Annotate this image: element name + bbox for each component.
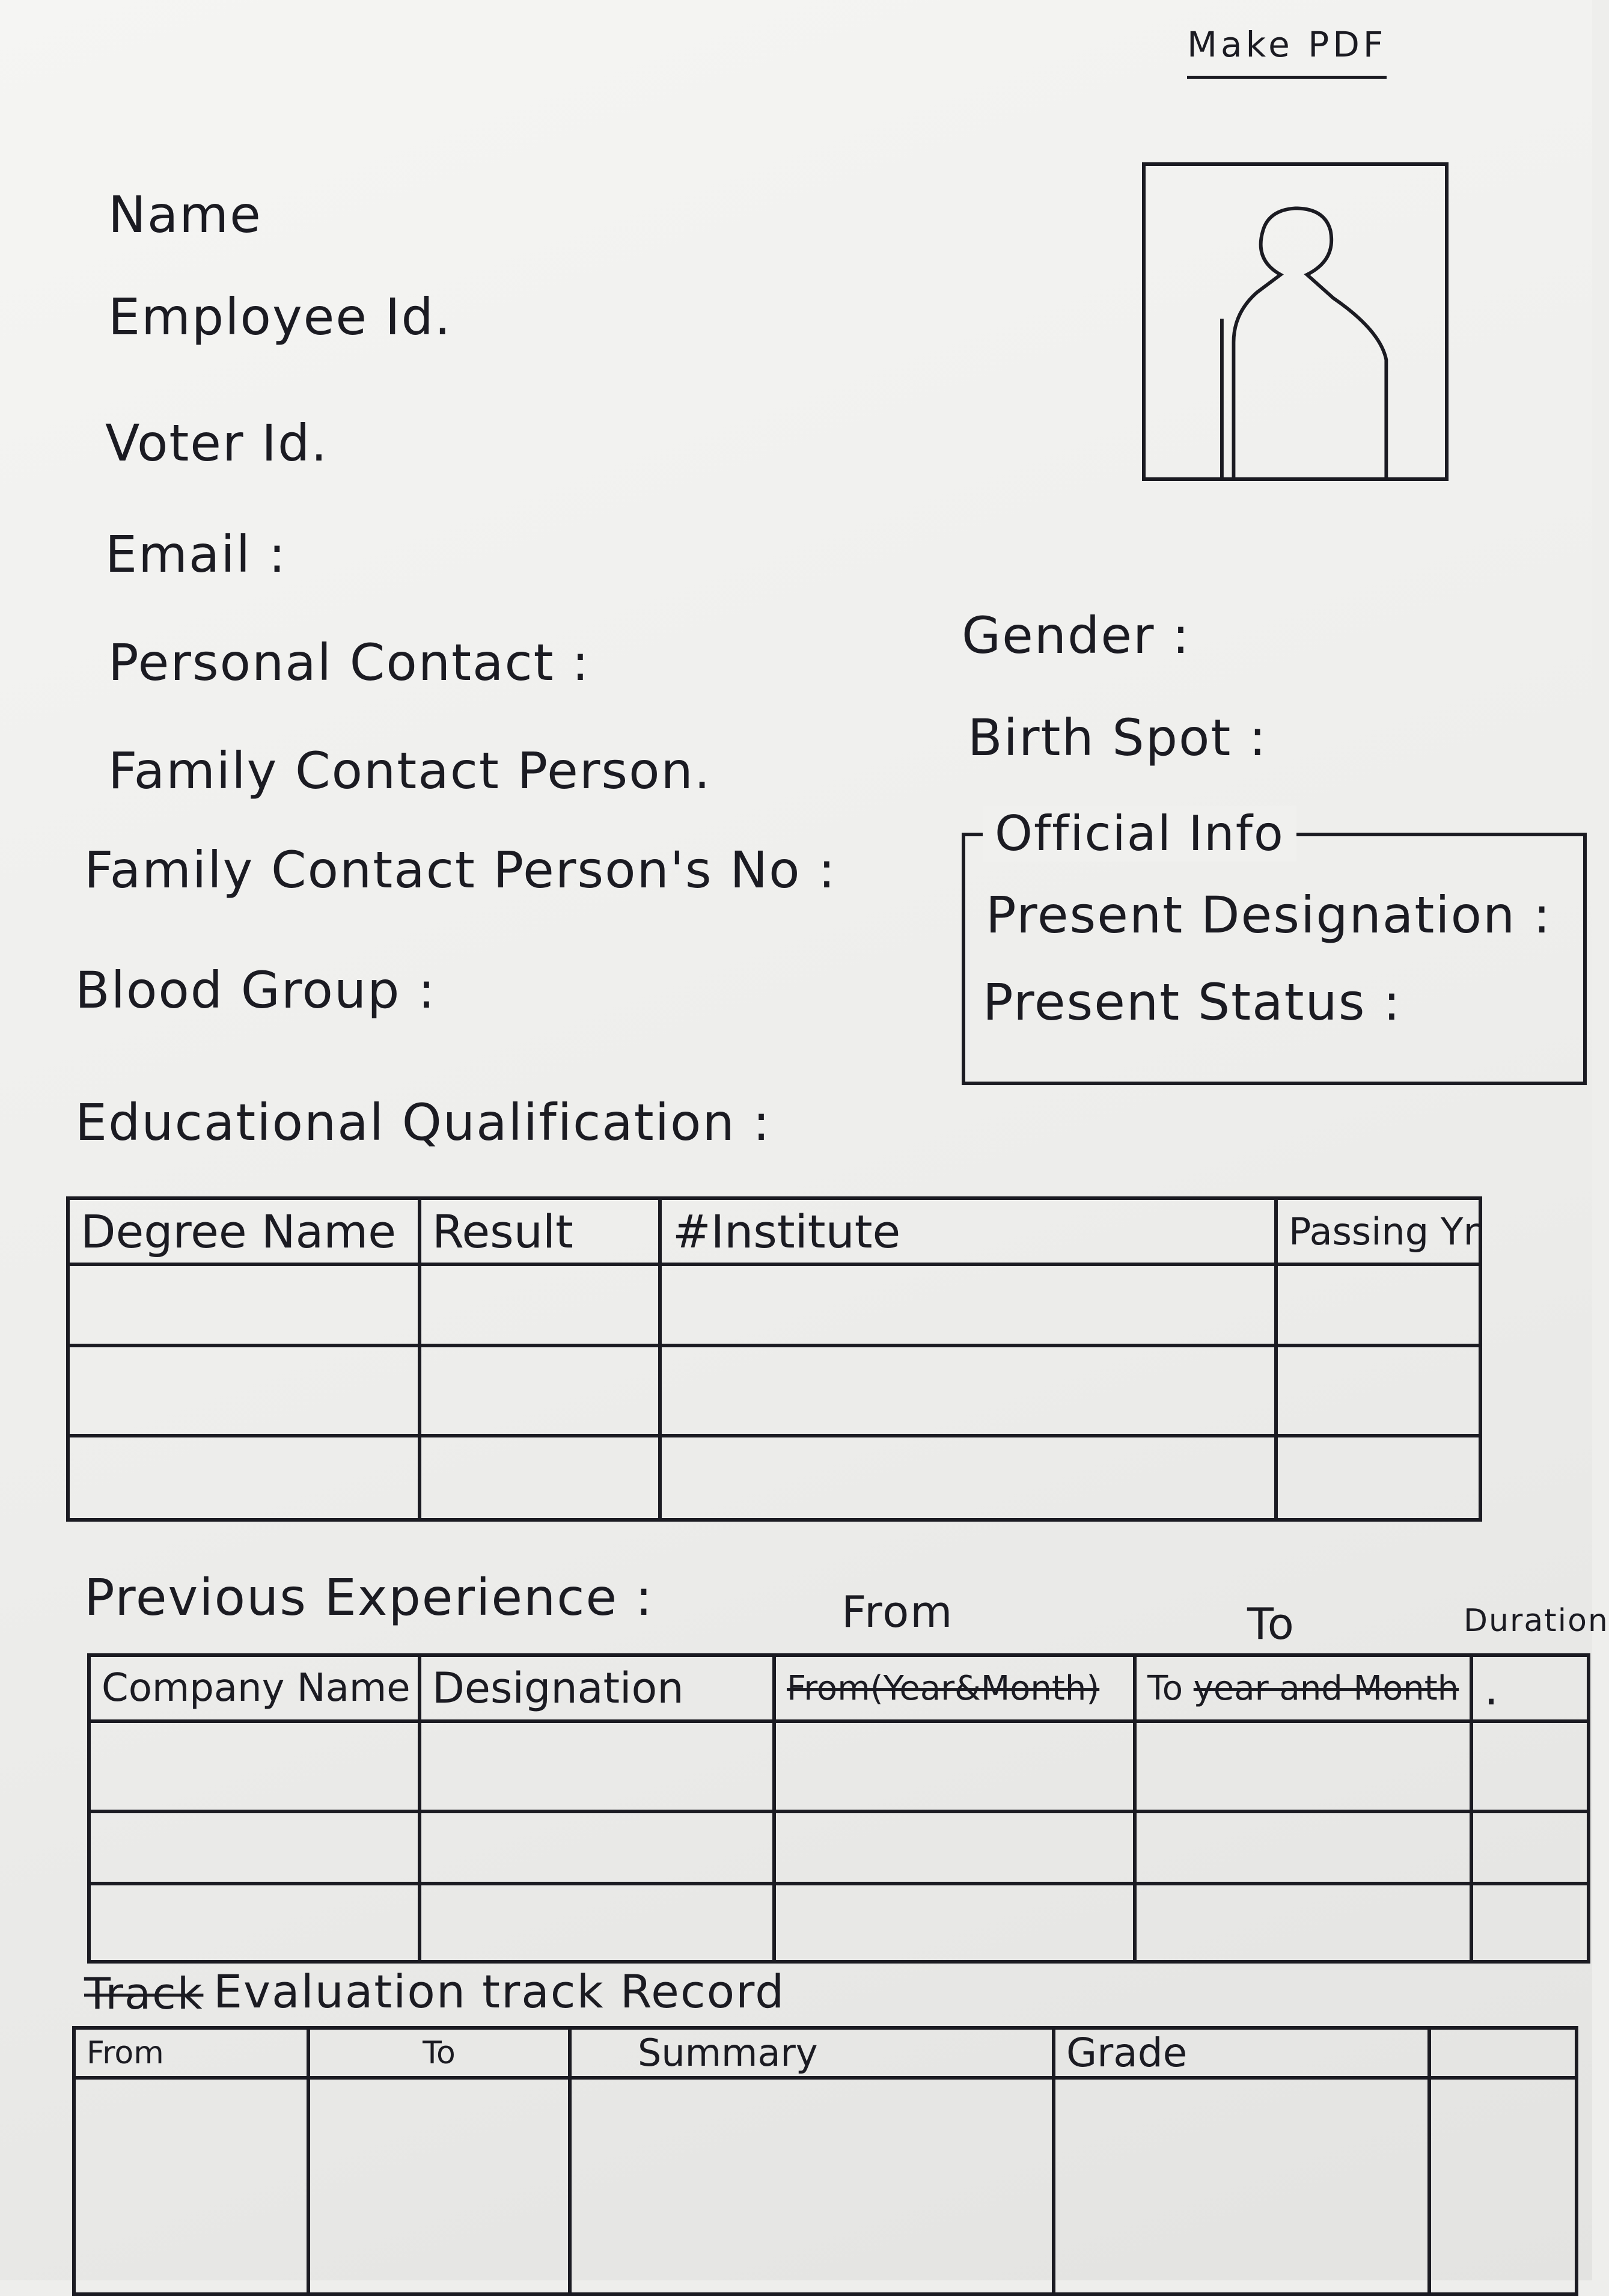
passing-year-cell[interactable] xyxy=(1276,1436,1480,1520)
degree-cell[interactable] xyxy=(68,1264,420,1345)
company-cell[interactable] xyxy=(89,1811,420,1884)
eval-from-header: From xyxy=(74,2028,308,2078)
duration-header: . xyxy=(1471,1655,1589,1721)
person-silhouette-icon xyxy=(1146,166,1445,477)
education-table xyxy=(66,1196,1482,1522)
institute-cell[interactable] xyxy=(660,1436,1276,1520)
table-row[interactable] xyxy=(89,1811,1589,1884)
table-row[interactable] xyxy=(68,1264,1480,1345)
company-name-header: Company Name xyxy=(89,1655,420,1721)
passing-year-cell[interactable] xyxy=(1276,1264,1480,1345)
evaluation-struck-word: Track xyxy=(84,1968,204,2019)
table-row[interactable] xyxy=(89,1884,1589,1962)
experience-title: Previous Experience : xyxy=(84,1568,654,1627)
from-year-month-header xyxy=(774,1655,1135,1721)
eval-grade-header: Grade xyxy=(1054,2028,1429,2078)
result-cell[interactable] xyxy=(420,1436,660,1520)
education-header-row xyxy=(68,1198,1480,1264)
table-row[interactable] xyxy=(74,2078,1577,2294)
present-designation-label: Present Designation : xyxy=(986,886,1552,944)
personal-contact-label: Personal Contact : xyxy=(108,633,590,692)
experience-table xyxy=(87,1653,1590,1964)
employee-id-label: Employee Id. xyxy=(108,287,452,346)
to-cell[interactable] xyxy=(1135,1721,1471,1811)
passing-year-header: Passing Yr xyxy=(1276,1198,1480,1264)
name-label: Name xyxy=(108,185,262,244)
table-row[interactable] xyxy=(89,1721,1589,1811)
eval-extra-cell[interactable] xyxy=(1429,2078,1577,2294)
institute-header: #Institute xyxy=(660,1198,1276,1264)
degree-cell[interactable] xyxy=(68,1345,420,1436)
designation-header: Designation xyxy=(420,1655,774,1721)
table-row[interactable] xyxy=(68,1436,1480,1520)
family-contact-person-label: Family Contact Person. xyxy=(108,741,712,800)
eval-summary-cell[interactable] xyxy=(570,2078,1054,2294)
eval-to-header: To xyxy=(308,2028,570,2078)
birth-spot-label: Birth Spot : xyxy=(968,708,1268,767)
duration-cell[interactable] xyxy=(1471,1884,1589,1962)
result-header: Result xyxy=(420,1198,660,1264)
degree-name-header: Degree Name xyxy=(68,1198,420,1264)
designation-cell[interactable] xyxy=(420,1721,774,1811)
designation-cell[interactable] xyxy=(420,1884,774,1962)
designation-cell[interactable] xyxy=(420,1811,774,1884)
institute-cell[interactable] xyxy=(660,1345,1276,1436)
to-cell[interactable] xyxy=(1135,1884,1471,1962)
institute-cell[interactable] xyxy=(660,1264,1276,1345)
experience-to-label: To xyxy=(1247,1599,1295,1649)
duration-cell[interactable] xyxy=(1471,1721,1589,1811)
experience-from-label: From xyxy=(841,1587,954,1637)
blood-group-label: Blood Group : xyxy=(75,961,436,1020)
evaluation-title: Evaluation track Record xyxy=(213,1965,786,2018)
company-cell[interactable] xyxy=(89,1884,420,1962)
present-status-label: Present Status : xyxy=(983,973,1402,1032)
family-contact-person-no-label: Family Contact Person's No : xyxy=(84,840,837,899)
experience-header-row xyxy=(89,1655,1589,1721)
experience-duration-label: Duration xyxy=(1464,1603,1609,1639)
from-cell[interactable] xyxy=(774,1811,1135,1884)
result-cell[interactable] xyxy=(420,1345,660,1436)
gender-label: Gender : xyxy=(962,606,1191,665)
result-cell[interactable] xyxy=(420,1264,660,1345)
voter-id-label: Voter Id. xyxy=(105,414,328,473)
to-struck-text: year and Month xyxy=(1193,1668,1459,1708)
education-title: Educational Qualification : xyxy=(75,1093,771,1152)
eval-grade-cell[interactable] xyxy=(1054,2078,1429,2294)
eval-to-cell[interactable] xyxy=(308,2078,570,2294)
eval-summary-header: Summary xyxy=(570,2028,1054,2078)
passing-year-cell[interactable] xyxy=(1276,1345,1480,1436)
to-cell[interactable] xyxy=(1135,1811,1471,1884)
table-row[interactable] xyxy=(68,1345,1480,1436)
eval-extra-header xyxy=(1429,2028,1577,2078)
evaluation-table xyxy=(72,2026,1578,2296)
official-info-legend: Official Info xyxy=(983,806,1296,862)
photo-upload-box[interactable] xyxy=(1142,162,1449,481)
to-prefix-text: To xyxy=(1147,1668,1183,1708)
eval-from-cell[interactable] xyxy=(74,2078,308,2294)
from-struck-text: From(Year&Month) xyxy=(787,1668,1100,1708)
evaluation-header-row xyxy=(74,2028,1577,2078)
from-cell[interactable] xyxy=(774,1884,1135,1962)
official-info-group xyxy=(962,833,1587,1085)
to-year-month-header xyxy=(1135,1655,1471,1721)
make-pdf-button[interactable]: Make PDF xyxy=(1187,24,1387,79)
from-cell[interactable] xyxy=(774,1721,1135,1811)
email-label: Email : xyxy=(105,525,287,584)
duration-cell[interactable] xyxy=(1471,1811,1589,1884)
degree-cell[interactable] xyxy=(68,1436,420,1520)
company-cell[interactable] xyxy=(89,1721,420,1811)
